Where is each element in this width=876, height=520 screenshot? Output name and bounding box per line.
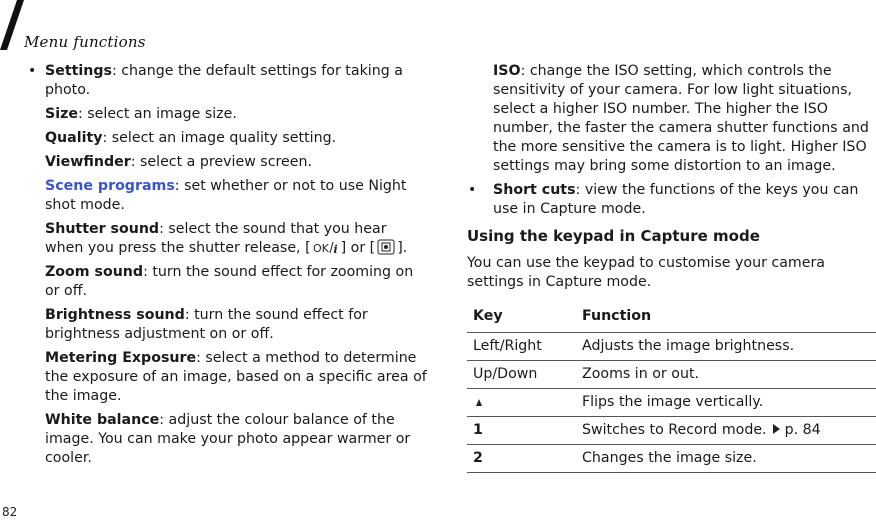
option-term: ISO (493, 63, 521, 79)
function-cell: Changes the image size. (576, 445, 876, 473)
up-arrow-key-icon (476, 399, 482, 406)
svg-text:i: i (333, 243, 338, 255)
bullet-icon: • (28, 63, 37, 79)
svg-text:OK: OK (312, 242, 329, 255)
left-column (28, 62, 428, 473)
ok-info-key-icon (312, 239, 340, 255)
function-cell (576, 417, 876, 445)
table-header-row (467, 304, 876, 333)
settings-bullet (28, 62, 428, 100)
page-reference-arrow-icon (773, 424, 780, 434)
shortcuts-bullet (467, 181, 873, 219)
option-metering-exposure (28, 349, 428, 406)
option-term: Zoom sound (45, 264, 144, 280)
function-cell: Adjusts the image brightness. (576, 333, 876, 361)
section-body: You can use the keypad to customise your camera settings in Capture mode. (467, 255, 825, 290)
section-heading: Using the keypad in Capture mode (467, 227, 760, 245)
option-desc: : adjust the colour balance of the image. You can make your photo appear warmer or cooler. (45, 412, 411, 466)
function-text: Switches to Record mode. (582, 422, 767, 438)
option-white-balance (28, 411, 428, 468)
option-shutter-sound (28, 220, 428, 258)
shortcuts-term: Short cuts (493, 182, 576, 198)
option-desc: : turn the sound effect for zooming on or off. (45, 264, 414, 299)
option-scene-programs (28, 177, 428, 215)
option-size (28, 105, 428, 124)
page-header-title: Menu functions (24, 33, 146, 51)
key-cell: Left/Right (467, 333, 576, 361)
camera-key-icon (376, 239, 396, 255)
bullet-icon: • (468, 182, 477, 198)
key-cell (467, 389, 576, 417)
option-desc: : select the sound that you hear when you press the shutter release, [ (45, 221, 387, 256)
page-reference[interactable]: p. 84 (784, 422, 821, 438)
table-row (467, 333, 876, 361)
option-term: Viewfinder (45, 154, 131, 170)
option-desc-mid: ] or [ (340, 240, 376, 256)
option-desc: : select an image quality setting. (102, 130, 337, 146)
key-cell: 2 (467, 445, 576, 473)
option-term: White balance (45, 412, 160, 428)
option-iso (467, 62, 873, 176)
page-number: 82 (2, 505, 18, 519)
option-brightness-sound (28, 306, 428, 344)
option-quality (28, 129, 428, 148)
option-term: Shutter sound (45, 221, 160, 237)
column-header-function: Function (576, 304, 876, 333)
settings-desc: : change the default settings for taking a photo. (45, 63, 403, 98)
option-term-link[interactable]: Scene programs (45, 178, 175, 194)
column-header-key: Key (467, 304, 576, 333)
table-row (467, 389, 876, 417)
key-function-table (467, 304, 876, 473)
table-row (467, 417, 876, 445)
right-column (467, 62, 873, 473)
option-term: Brightness sound (45, 307, 185, 323)
option-desc: : select an image size. (77, 106, 237, 122)
function-cell: Flips the image vertically. (576, 389, 876, 417)
table-row (467, 361, 876, 389)
table-row (467, 445, 876, 473)
option-desc-end: ]. (397, 240, 408, 256)
key-cell: 1 (467, 417, 576, 445)
option-term: Size (45, 106, 78, 122)
header-decoration (0, 0, 24, 50)
option-viewfinder (28, 153, 428, 172)
option-term: Metering Exposure (45, 350, 197, 366)
option-desc: : select a method to determine the exposure of an image, based on a specific area of the image. (45, 350, 427, 404)
option-desc: : set whether or not to use Night shot mode. (45, 178, 407, 213)
option-zoom-sound (28, 263, 428, 301)
shortcuts-desc: : view the functions of the keys you can use in Capture mode. (493, 182, 859, 217)
function-cell: Zooms in or out. (576, 361, 876, 389)
key-cell: Up/Down (467, 361, 576, 389)
option-desc: : select a preview screen. (130, 154, 312, 170)
settings-term: Settings (45, 63, 112, 79)
option-term: Quality (45, 130, 103, 146)
option-desc: : change the ISO setting, which controls the sensitivity of your camera. For low light situations, select a higher ISO number. The higher the ISO number, the faster the camera shutter functions and the more sensitive the camera is to light. Higher ISO settings may bring some distortion to an image. (493, 63, 869, 174)
option-desc: : turn the sound effect for brightness adjustment on or off. (45, 307, 368, 342)
